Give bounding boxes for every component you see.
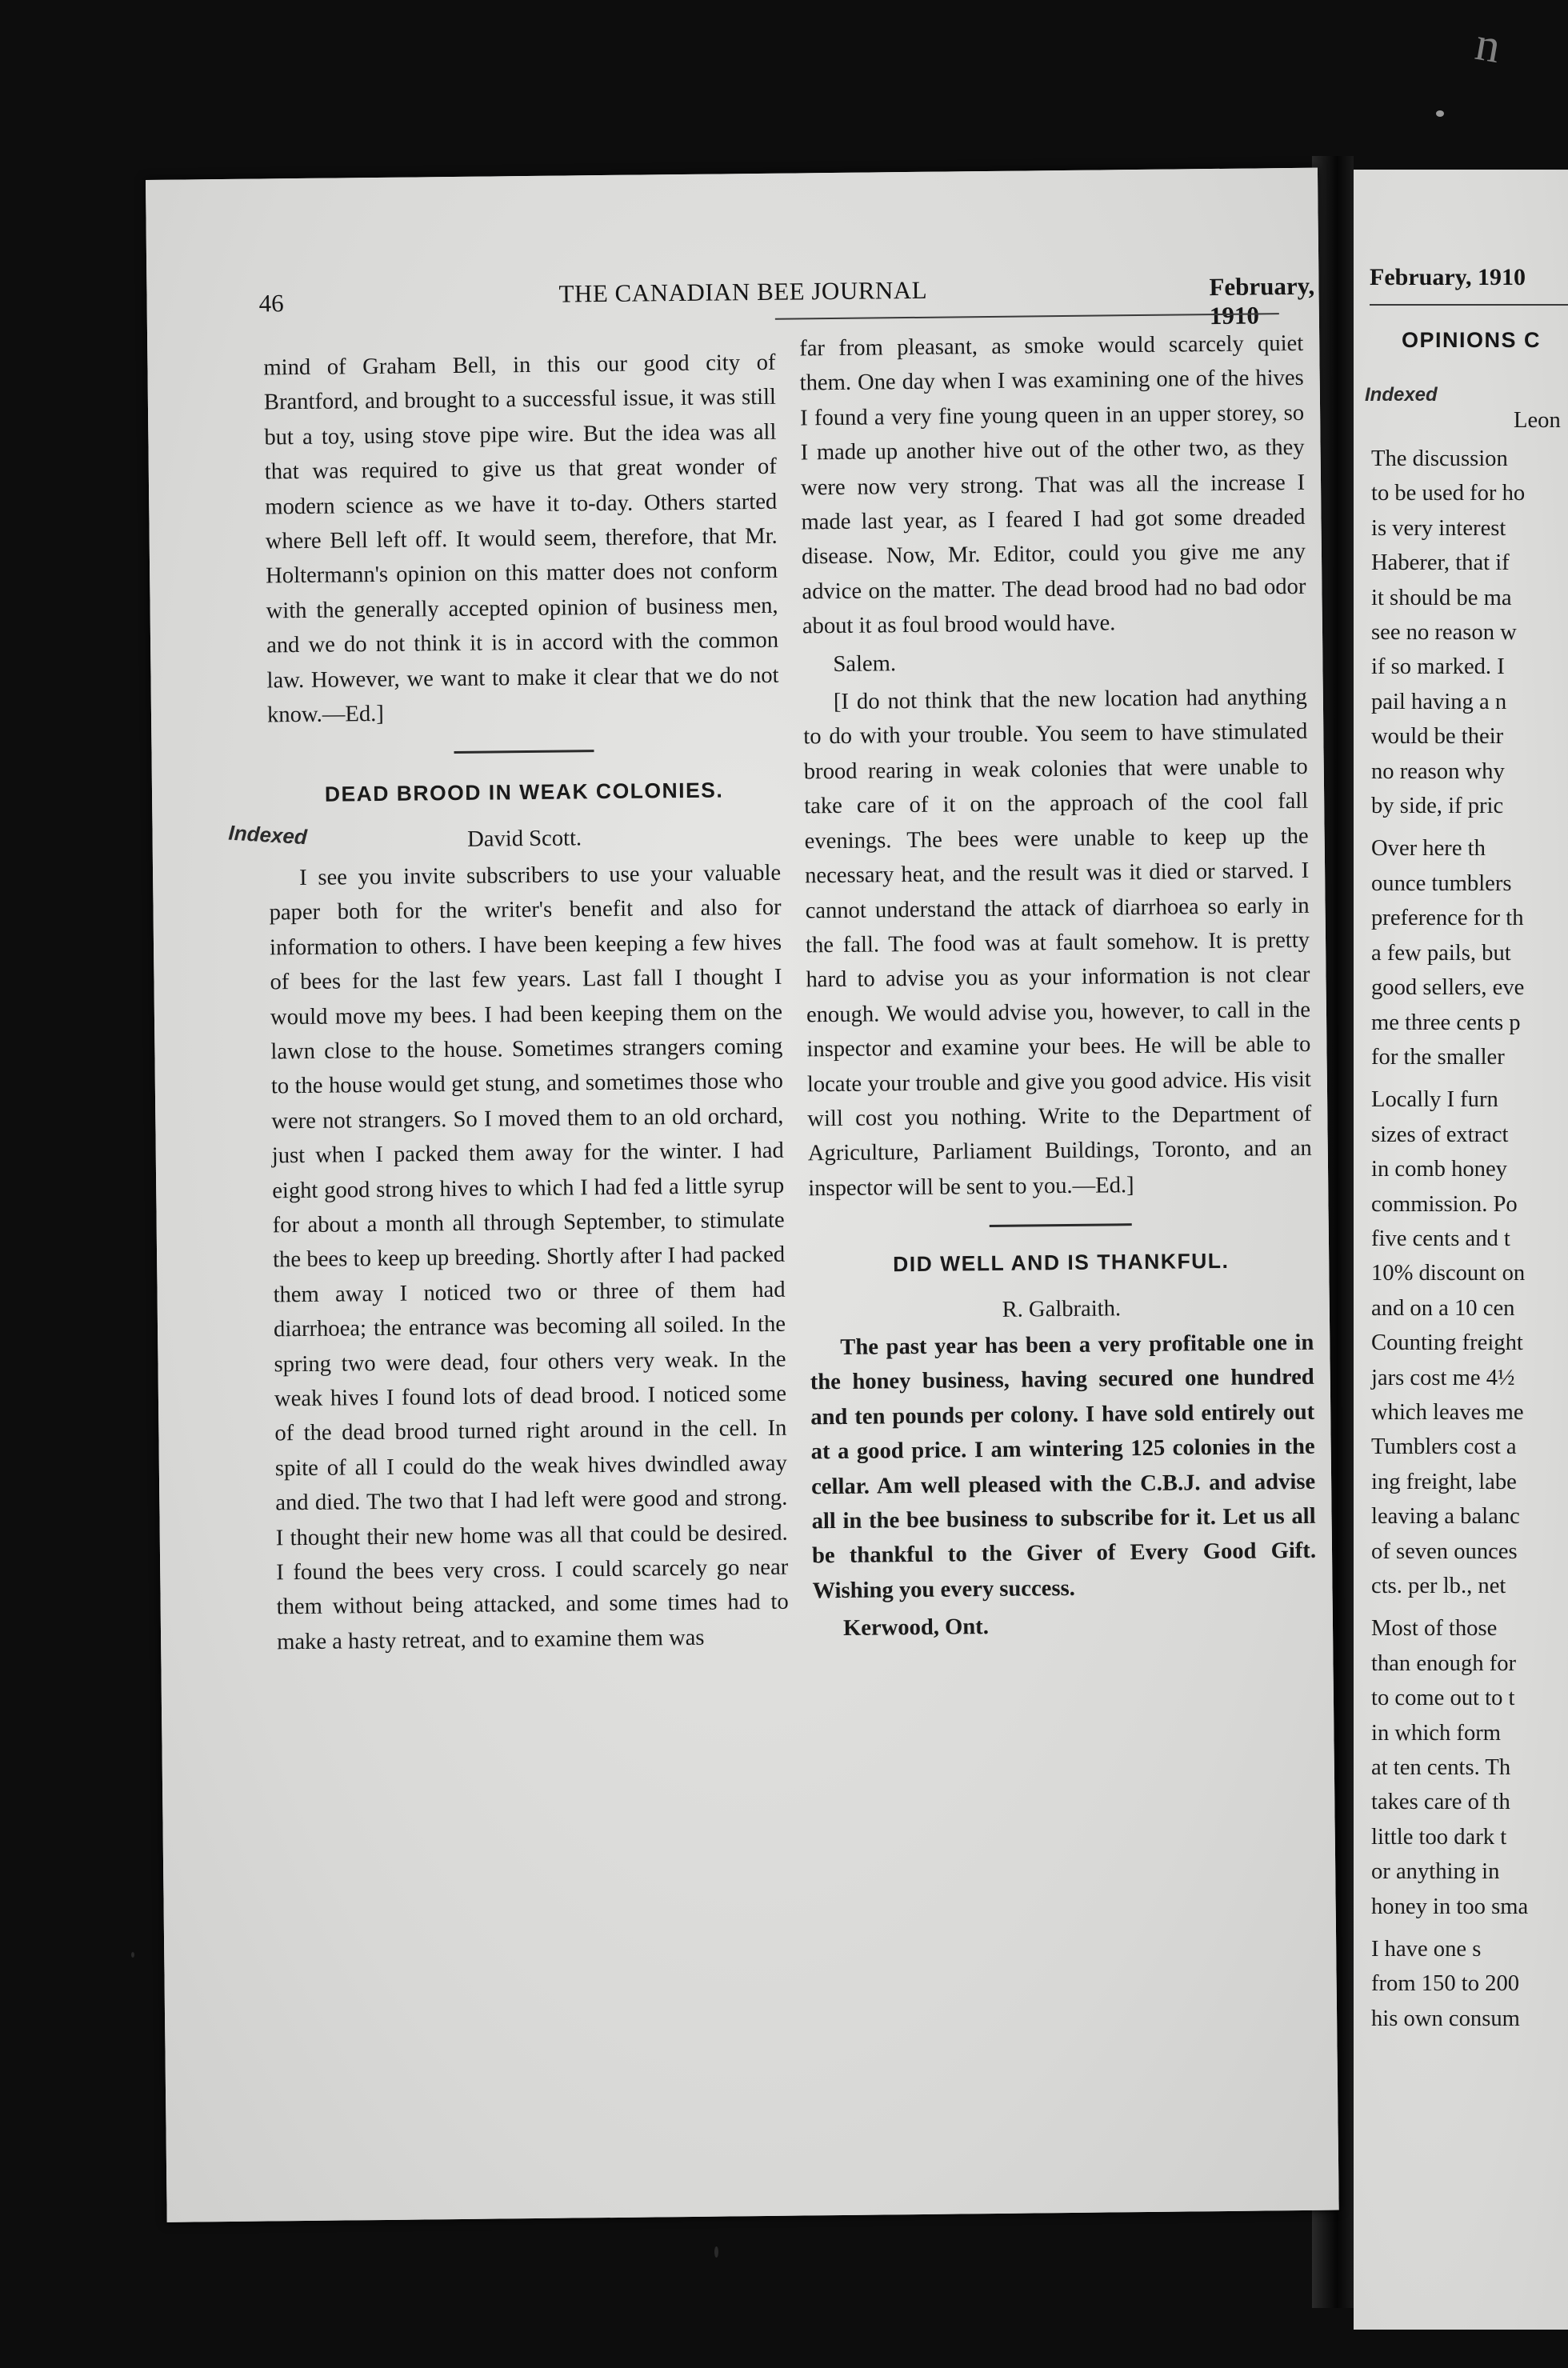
facing-text-line: to be used for ho (1371, 481, 1526, 506)
facing-text-line: pail having a n (1371, 689, 1507, 714)
right-column (799, 326, 1317, 1646)
facing-text-line: no reason why (1371, 758, 1505, 784)
facing-text-line: ing freight, labe (1371, 1469, 1517, 1494)
film-speck (1436, 110, 1444, 117)
facing-text-line: is very interest (1371, 515, 1506, 541)
facing-text-line: for the smaller (1371, 1044, 1505, 1070)
facing-text-line: at ten cents. Th (1371, 1755, 1511, 1781)
facing-text-line: Tumblers cost a (1371, 1434, 1517, 1460)
facing-text-line: of seven ounces (1371, 1538, 1518, 1564)
facing-page-text (1371, 442, 1528, 2036)
facing-text-line: jars cost me 4½ (1371, 1365, 1515, 1390)
facing-text-line: little too dark t (1371, 1824, 1507, 1850)
facing-text-line: Locally I furn (1371, 1087, 1498, 1113)
journal-page (146, 168, 1339, 2222)
facing-text-line: a few pails, but (1371, 940, 1511, 966)
article-signoff-2: Kerwood, Ont. (842, 1614, 990, 1642)
film-speck (131, 1952, 134, 1958)
facing-text-line: than enough for (1371, 1650, 1517, 1676)
facing-text-line: would be their (1371, 724, 1504, 750)
article-heading-dead-brood: DEAD BROOD IN WEAK COLONIES. (324, 778, 724, 807)
paragraph-gap (1371, 823, 1528, 831)
facing-text-line: good sellers, eve (1371, 975, 1525, 1001)
facing-text-line: preference for th (1371, 906, 1524, 931)
editor-reply: [I do not think that the new location had anything to do with your trouble. You seem to have stimulated brood rearing in weak colonies that were unable to take care of it on the approach of the cool fall evenings. The bees were unable to keep up the necessary heat, and the result was it died or starved. I cannot understand the attack of diarrhoea so early in the fall. The food was at fault somehow. It is pretty hard to advise you as your information is not clear enough. We would advise you, however, to call in the inspector and examine your bees. He will be able to locate your trouble and give you good advice. His visit will cost you nothing. Write to the Department of Agriculture, Parliament Buildings, Toronto, and an inspector will be sent to you.—Ed.] (803, 684, 1312, 1202)
film-speck (714, 2246, 718, 2258)
facing-text-line: in comb honey (1371, 1157, 1507, 1182)
facing-text-line: to come out to t (1371, 1686, 1515, 1711)
facing-text-line: Haberer, that if (1371, 550, 1510, 576)
facing-text-line: cts. per lb., net (1371, 1574, 1506, 1598)
facing-text-line: 10% discount on (1371, 1261, 1526, 1286)
facing-text-line: The discussion (1371, 446, 1508, 471)
facing-text-line: Most of those (1371, 1616, 1498, 1642)
facing-text-line: or anything in (1371, 1859, 1500, 1885)
facing-text-line: sizes of extract (1371, 1122, 1509, 1147)
facing-text-line: in which form (1371, 1720, 1501, 1746)
letter-signoff: Salem. (833, 650, 897, 677)
facing-page-date: February, 1910 (1370, 264, 1526, 290)
facing-text-line: by side, if pric (1371, 794, 1504, 819)
indexed-stamp: Indexed (227, 820, 308, 850)
facing-text-line: if so marked. I (1371, 654, 1505, 680)
facing-text-line: ounce tumblers (1371, 870, 1512, 896)
facing-text-line: takes care of th (1371, 1790, 1510, 1815)
facing-text-line: five cents and t (1371, 1226, 1510, 1251)
paragraph-gap (1371, 1074, 1528, 1082)
facing-text-line: me three cents p (1371, 1010, 1521, 1035)
facing-text-line: commission. Po (1371, 1191, 1518, 1217)
issue-date: February, 1910 (1209, 271, 1315, 330)
left-column (227, 346, 789, 1660)
letter-body: I see you invite subscribers to use your valuable paper both for the writer's benefit and also for information to others. I have been keeping a few hives of bees for the last few years. Last fall I thought I would move my bees. I had been keeping them on the lawn close to the house. Sometimes strangers coming to the house would get stung, and sometimes those who were not strangers. So I moved them to an old orchard, just when I packed them away for the winter. I had eight good strong hives to which I had fed a little syrup for about a month all through September, to stimulate the bees to keep up breeding. Shortly after I had packed them away I noticed two or three of them had diarrhoea; the entrance was becoming all soiled. In the spring two were dead, four others very weak. In the weak hives I found lots of dead brood. I noticed some of the dead brood turned right around in the cell. In spite of all I could do the weak hives dwindled away and died. The two that I had left were good and strong. I thought their new home was all that could be desired. I found the bees very cross. I could scarcely go near them without being attacked, and some times had to make a hasty retreat, and to examine them was (269, 860, 789, 1655)
facing-text-line: leaving a balanc (1371, 1504, 1520, 1530)
facing-page-author: Leon (1514, 408, 1561, 433)
letter-continuation: far from pleasant, as smoke would scarcely quiet them. One day when I was examining one of the hives I found a very fine young queen in an upper storey, so I made up another hive out of the other two, as they were now very strong. That was all the increase I made last year, as I feared I had got some dreaded disease. Now, Mr. Editor, could you give me any advice on the matter. The dead brood had no bad odor about it as foul brood would have. (799, 330, 1306, 639)
paragraph-gap (1371, 1603, 1528, 1611)
facing-text-line: his own consum (1371, 2006, 1520, 2031)
paragraph-gap (1371, 1924, 1528, 1932)
page-number: 46 (258, 289, 284, 318)
facing-page (1354, 170, 1568, 2330)
facing-text-line: honey in too sma (1371, 1894, 1529, 1919)
article-author-2: R. Galbraith. (1002, 1295, 1122, 1322)
journal-title: THE CANADIAN BEE JOURNAL (558, 275, 928, 308)
facing-header-rule (1370, 304, 1568, 306)
article-author: David Scott. (467, 826, 582, 852)
facing-text-line: Over here th (1371, 836, 1486, 862)
article-body-2: The past year has been a very profitable one in the honey business, having secured one hundred and ten pounds per colony. I have sold entirely out at a good price. I am wintering 125 colonies in the cellar. Am well pleased with the C.B.J. and advise all in the bee business to subscribe for it. Let us all be thankful to the Giver of Every Good Gift. Wishing you every success. (810, 1330, 1317, 1604)
facing-text-line: it should be ma (1371, 585, 1512, 610)
facing-text-line: from 150 to 200 (1371, 1971, 1520, 1997)
facing-text-line: see no reason w (1371, 620, 1517, 646)
facing-text-line: Counting freight (1371, 1330, 1523, 1356)
continued-editorial: mind of Graham Bell, in this our good city of Brantford, and brought to a successful issue, it was still but a toy, using stove pipe wire. But the idea was all that was required to give us that great wonder of modern science as we have it to-day. Others started where Bell left off. It would seem, therefore, that Mr. Holtermann's opinion on this matter does not conform with the generally accepted opinion of business men, and we do not think it is in accord with the common law. However, we want to make it clear that we do not know.—Ed.] (263, 350, 779, 728)
film-edge-mark: n (1471, 16, 1505, 74)
facing-indexed-stamp: Indexed (1365, 384, 1438, 406)
facing-text-line: which leaves me (1371, 1399, 1524, 1425)
facing-page-heading: OPINIONS C (1402, 328, 1542, 352)
facing-text-line: and on a 10 cen (1371, 1295, 1515, 1321)
article-heading-did-well: DID WELL AND IS THANKFUL. (892, 1249, 1230, 1277)
facing-text-line: I have one s (1371, 1937, 1482, 1962)
